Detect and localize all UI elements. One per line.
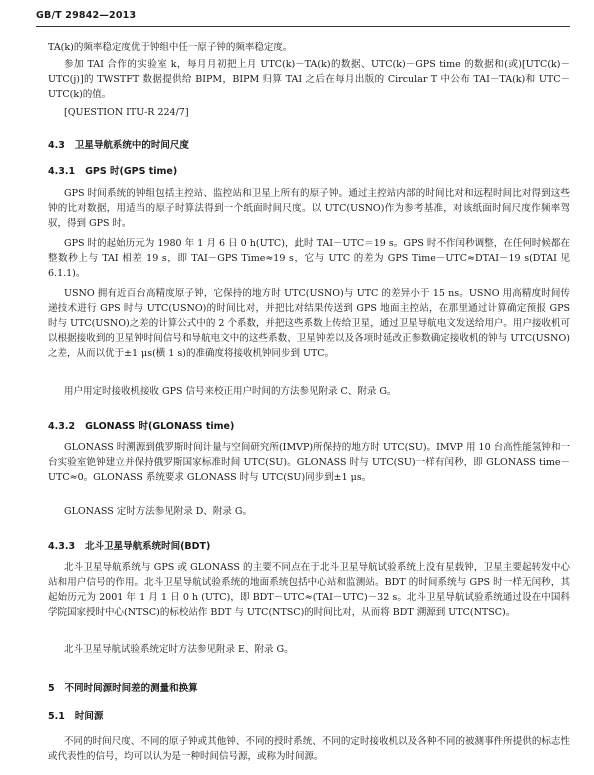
section-title: 不同时间源时间差的测量和换算	[64, 683, 198, 694]
glonass-paragraph-2: GLONASS 定时方法参见附录 D、附录 G。	[64, 506, 252, 517]
gps-paragraph-3: USNO 拥有近百台高精度原子钟，它保持的地方时 UTC(USNO)与 UTC 的差异小于 15 ns。USNO 用高精度时间传递技术进行 GPS 时与 UTC(USNO)的时间比对，并把比对结果传送到 GPS 地面主控站，在那里通过计算确定预报 GPS 时与 UTC(USNO)之差的计算公式中的 2 个系数，并把这些系数上传给卫星，通过卫星导航电文发送给用户。用户接收机可以根据接收到的卫星钟时间信号和导航电文中的这些系数、卫星钟差以及各项时延改正参数确定接收机的钟与 UTC(USNO)之差，从而以优于±1 μs(横 1 s)的准确度将接收机钟同步到 UTC。	[48, 288, 570, 359]
question-reference: [QUESTION ITU-R 224/7]	[64, 107, 189, 118]
page-header: GB/T 29842—2013	[36, 10, 137, 21]
section-4-3-3-heading	[48, 538, 210, 552]
section-4-3-2-heading	[48, 418, 234, 432]
section-title: GLONASS 时(GLONASS time)	[85, 421, 235, 432]
section-number: 5	[48, 683, 55, 694]
bdt-paragraph-1: 北斗卫星导航系统与 GPS 或 GLONASS 的主要不同点在于北斗卫星导航试验系统上没有星载钟，卫星主要起转发中心站和用户信号的作用。北斗卫星导航试验系统的地面系统包括中心站和监测站。BDT 的时间系统与 GPS 时一样无闰秒，其起始历元为 2001 年 1 月 1 日 0 h (UTC)，即 BDT－UTC≈(TAI－UTC)－32 s。北斗卫星导航试验系统通过设在中国科学院国家授时中心(NTSC)的标校站作 BDT 与 UTC(NTSC)的时间比对，从而将 BDT 溯源到 UTC(NTSC)。	[48, 562, 570, 618]
section-number: 4.3.2	[48, 421, 76, 432]
tai-contribution-paragraph: 参加 TAI 合作的实验室 k，每月月初把上月 UTC(k)－TA(k)的数据、UTC(k)－GPS time 的数据和(或)[UTC(k)－UTC(j)]的 TWSTFT 数据提供给 BIPM，BIPM 归算 TAI 之后在每月出版的 Circular T 中公布 TAI－TA(k)和 UTC－UTC(k)的值。	[48, 59, 570, 100]
gps-paragraph-2: GPS 时的起始历元为 1980 年 1 月 6 日 0 h(UTC)，此时 TAI－UTC＝19 s。GPS 时不作闰秒调整，在任何时候都在整数秒上与 TAI 相差 19 s，即 TAI－GPS Time≈19 s，它与 UTC 的差为 GPS Time－UTC≈DTAI－19 s(DTAI 见 6.1.1)。	[48, 238, 570, 279]
section-title: GPS 时(GPS time)	[85, 166, 178, 177]
section-title: 北斗卫星导航系统时间(BDT)	[85, 541, 211, 552]
section-4-3-heading	[48, 137, 189, 151]
bdt-paragraph-2: 北斗卫星导航试验系统定时方法参见附录 E、附录 G。	[64, 644, 294, 655]
section-number: 4.3.3	[48, 541, 76, 552]
section-5-1-heading	[48, 708, 103, 722]
header-rule	[36, 26, 570, 27]
glonass-paragraph-1: GLONASS 时溯源到俄罗斯时间计量与空间研究所(IMVP)所保持的地方时 UTC(SU)。IMVP 用 10 台高性能氢钟和一台实验室铯钟建立并保持俄罗斯国家标准时间 UTC(SU)。GLONASS 时与 UTC(SU)一样有闰秒，即 GLONASS time－UTC≈0。GLONASS 系统要求 GLONASS 时与 UTC(SU)同步到±1 μs。	[48, 442, 570, 483]
section-title: 时间源	[74, 711, 104, 722]
top-line-1: TA(k)的频率稳定度优于钟组中任一原子钟的频率稳定度。	[48, 42, 293, 53]
section-4-3-1-heading	[48, 163, 177, 177]
section-number: 4.3.1	[48, 166, 76, 177]
gps-paragraph-1: GPS 时间系统的钟组包括主控站、监控站和卫星上所有的原子钟。通过主控站内部的时间比对和远程时间比对得到这些钟的比对数据，用适当的原子时算法得到一个纸面时间尺度。以 UTC(USNO)作为参考基准，对该纸面时间尺度作频率驾驭，得到 GPS 时。	[48, 188, 570, 229]
section-5-heading	[48, 680, 198, 694]
section-title: 卫星导航系统中的时间尺度	[74, 140, 189, 151]
gps-paragraph-4: 用户用定时接收机接收 GPS 信号来校正用户时间的方法参见附录 C、附录 G。	[64, 386, 397, 397]
section-number: 4.3	[48, 140, 65, 151]
time-source-paragraph: 不同的时间尺度、不同的原子钟或其他钟、不同的授时系统、不同的定时接收机以及各种不同的被测事件所提供的标志性或代表性的信号，均可以认为是一种时间信号源，或称为时间源。	[48, 736, 570, 762]
section-number: 5.1	[48, 711, 65, 722]
